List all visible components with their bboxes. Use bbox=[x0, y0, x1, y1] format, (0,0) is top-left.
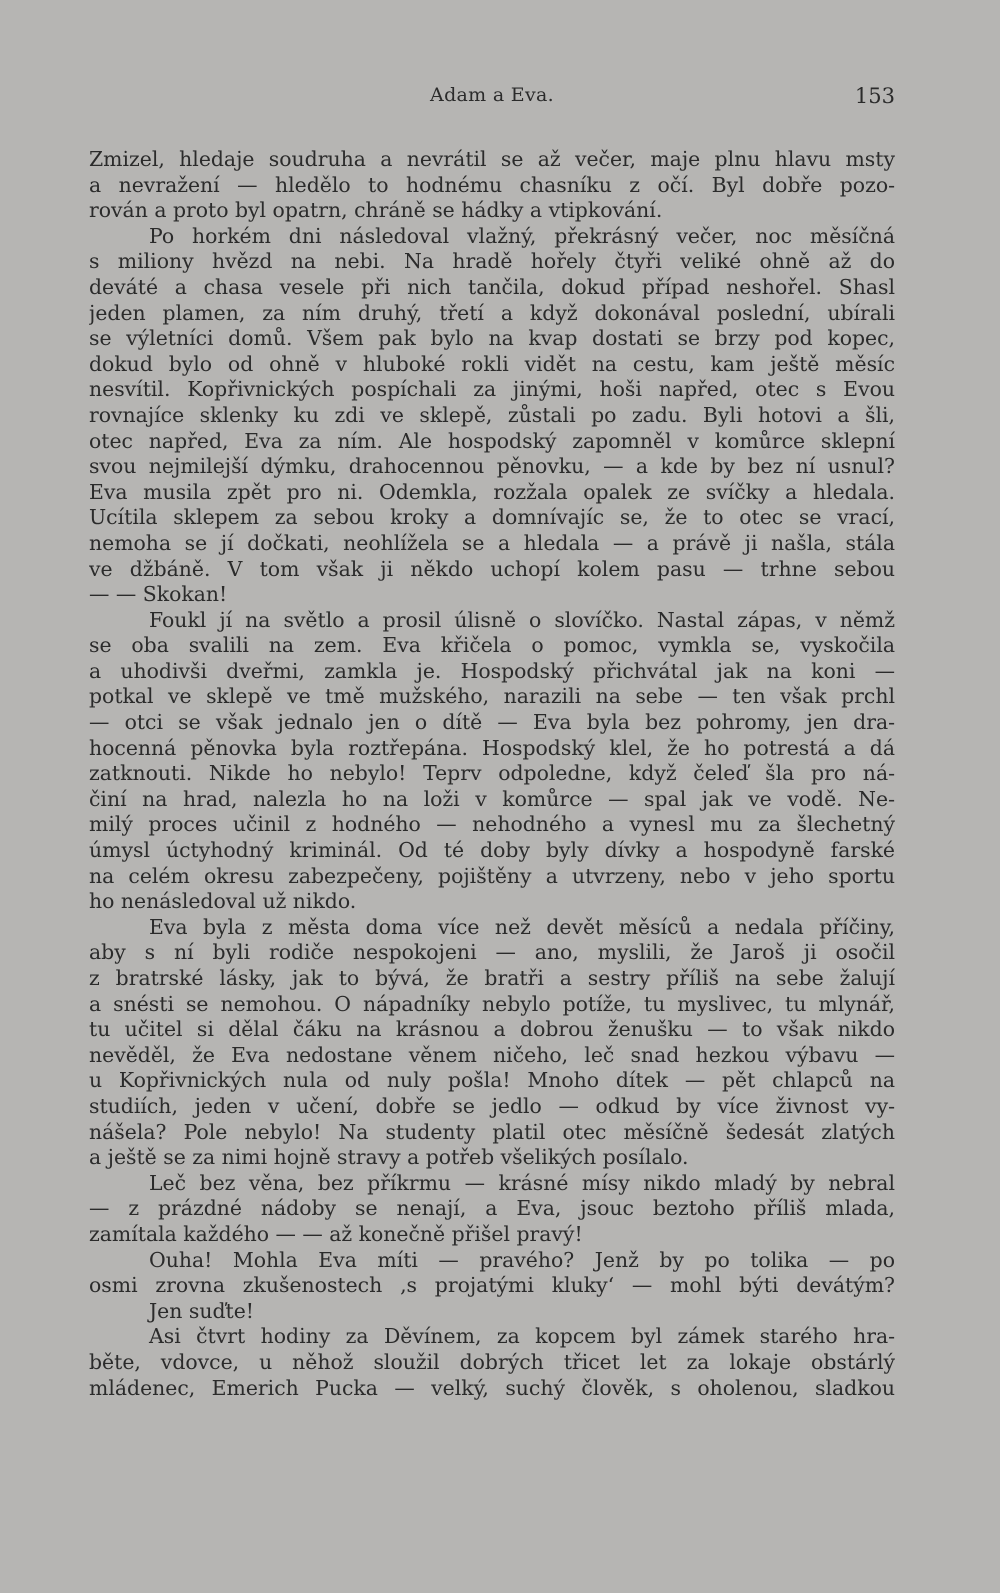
text-line: na celém okresu zabezpečeny, pojištěny a utvrzeny, nebo v jeho sportu bbox=[89, 863, 895, 888]
text-line: Ouha! Mohla Eva míti — pravého? Jenž by po tolika — po bbox=[149, 1247, 895, 1272]
text-line: milý proces učinil z hodného — nehodného a vynesl mu za šlechetný bbox=[89, 812, 895, 837]
text-line: úmysl úctyhodný kriminál. Od té doby byly dívky a hospodyně farské bbox=[89, 838, 895, 863]
text-line: hocenná pěnovka byla roztřepána. Hospodský klel, že ho potrestá a dá bbox=[89, 735, 895, 760]
text-line: deváté a chasa vesele při nich tančila, dokud případ neshořel. Shasl bbox=[89, 274, 895, 299]
text-line: se výletníci domů. Všem pak bylo na kvap dostati se brzy pod kopec, bbox=[89, 326, 895, 351]
text-line: dokud bylo od ohně v hluboké rokli vidět na cestu, kam ještě měsíc bbox=[89, 351, 895, 376]
text-line: zatknouti. Nikde ho nebylo! Teprv odpoledne, když čeleď šla pro ná- bbox=[89, 761, 895, 786]
text-line: se oba svalili na zem. Eva křičela o pomoc, vymkla se, vyskočila bbox=[89, 633, 895, 658]
text-line: nevěděl, že Eva nedostane věnem ničeho, leč snad hezkou výbavu — bbox=[89, 1042, 895, 1067]
text-line: potkal ve sklepě ve tmě mužského, narazili na sebe — ten však prchl bbox=[89, 684, 895, 709]
text-line: zamítala každého — — až konečně přišel pravý! bbox=[89, 1221, 583, 1246]
text-line: a ještě se za nimi hojně stravy a potřeb všelikých posílalo. bbox=[89, 1145, 689, 1170]
text-line: osmi zrovna zkušenostech ‚s projatými kluky‘ — mohl býti devátým? bbox=[89, 1273, 895, 1298]
text-line: — otci se však jednalo jen o dítě — Eva byla bez pohromy, jen dra- bbox=[89, 710, 895, 735]
text-line: Po horkém dni následoval vlažný, překrásný večer, noc měsíčná bbox=[149, 223, 895, 248]
text-line: rovnajíce sklenky ku zdi ve sklepě, zůstali po zadu. Byli hotovi a šli, bbox=[89, 402, 895, 427]
text-line: s miliony hvězd na nebi. Na hradě hořely čtyři veliké ohně až do bbox=[89, 249, 895, 274]
text-line: jeden plamen, za ním druhý, třetí a když dokonával poslední, ubírali bbox=[89, 300, 895, 325]
text-line: nášela? Pole nebylo! Na studenty platil otec měsíčně šedesát zlatých bbox=[89, 1119, 895, 1144]
page-header bbox=[89, 84, 895, 124]
text-line: a uhodivši dveřmi, zamkla je. Hospodský přichvátal jak na koni — bbox=[89, 658, 895, 683]
text-line: otec napřed, Eva za ním. Ale hospodský zapomněl v komůrce sklepní bbox=[89, 428, 895, 453]
text-line: Leč bez věna, bez příkrmu — krásné mísy nikdo mladý by nebral bbox=[149, 1170, 895, 1195]
text-line: Jen suďte! bbox=[149, 1298, 254, 1323]
text-line: ho nenásledoval už nikdo. bbox=[89, 889, 357, 914]
text-line: Eva byla z města doma více než devět měsíců a nedala příčiny, bbox=[149, 914, 895, 939]
text-line: svou nejmilejší dýmku, drahocennou pěnovku, — a kde by bez ní usnul? bbox=[89, 454, 895, 479]
text-line: Eva musila zpět pro ni. Odemkla, rozžala opalek ze svíčky a hledala. bbox=[89, 479, 895, 504]
text-line: ve džbáně. V tom však ji někdo uchopí kolem pasu — trhne sebou bbox=[89, 556, 895, 581]
text-line: nemoha se jí dočkati, neohlížela se a hledala — a právě ji našla, stála bbox=[89, 530, 895, 555]
text-line: Ucítila sklepem za sebou kroky a domnívajíc se, že to otec se vrací, bbox=[89, 505, 895, 530]
text-line: běte, vdovce, u něhož sloužil dobrých třicet let za lokaje obstárlý bbox=[89, 1349, 895, 1374]
body-text bbox=[89, 147, 895, 1401]
text-line: Foukl jí na světlo a prosil úlisně o slovíčko. Nastal zápas, v němž bbox=[149, 607, 895, 632]
running-title: Adam a Eva. bbox=[430, 84, 554, 106]
text-line: aby s ní byli rodiče nespokojeni — ano, myslili, že Jaroš ji osočil bbox=[89, 940, 895, 965]
page-number: 153 bbox=[854, 84, 895, 108]
text-line: studiích, jeden v učení, dobře se jedlo — odkud by více živnost vy- bbox=[89, 1093, 895, 1118]
text-line: Asi čtvrt hodiny za Děvínem, za kopcem byl zámek starého hra- bbox=[149, 1324, 895, 1349]
text-line: a nevražení — hledělo to hodnému chasníku z očí. Byl dobře pozo- bbox=[89, 172, 895, 197]
text-line: — z prázdné nádoby se nenají, a Eva, jsouc beztoho příliš mlada, bbox=[89, 1196, 895, 1221]
text-line: Zmizel, hledaje soudruha a nevrátil se až večer, maje plnu hlavu msty bbox=[89, 147, 895, 171]
text-line: rován a proto byl opatrn, chráně se hádky a vtipkování. bbox=[89, 198, 663, 223]
text-line: — — Skokan! bbox=[89, 582, 228, 607]
text-line: mládenec, Emerich Pucka — velký, suchý člověk, s oholenou, sladkou bbox=[89, 1375, 895, 1400]
text-line: u Kopřivnických nula od nuly pošla! Mnoho dítek — pět chlapců na bbox=[89, 1068, 895, 1093]
text-line: tu učitel si dělal čáku na krásnou a dobrou ženušku — to však nikdo bbox=[89, 1017, 895, 1042]
text-line: a snésti se nemohou. O nápadníky nebylo potíže, tu myslivec, tu mlynář, bbox=[89, 991, 895, 1016]
text-line: nesvítil. Kopřivnických pospíchali za jinými, hoši napřed, otec s Evou bbox=[89, 377, 895, 402]
text-line: činí na hrad, nalezla ho na loži v komůrce — spal jak ve vodě. Ne- bbox=[89, 786, 895, 811]
text-line: z bratrské lásky, jak to bývá, že bratři a sestry příliš na sebe žalují bbox=[89, 966, 895, 990]
